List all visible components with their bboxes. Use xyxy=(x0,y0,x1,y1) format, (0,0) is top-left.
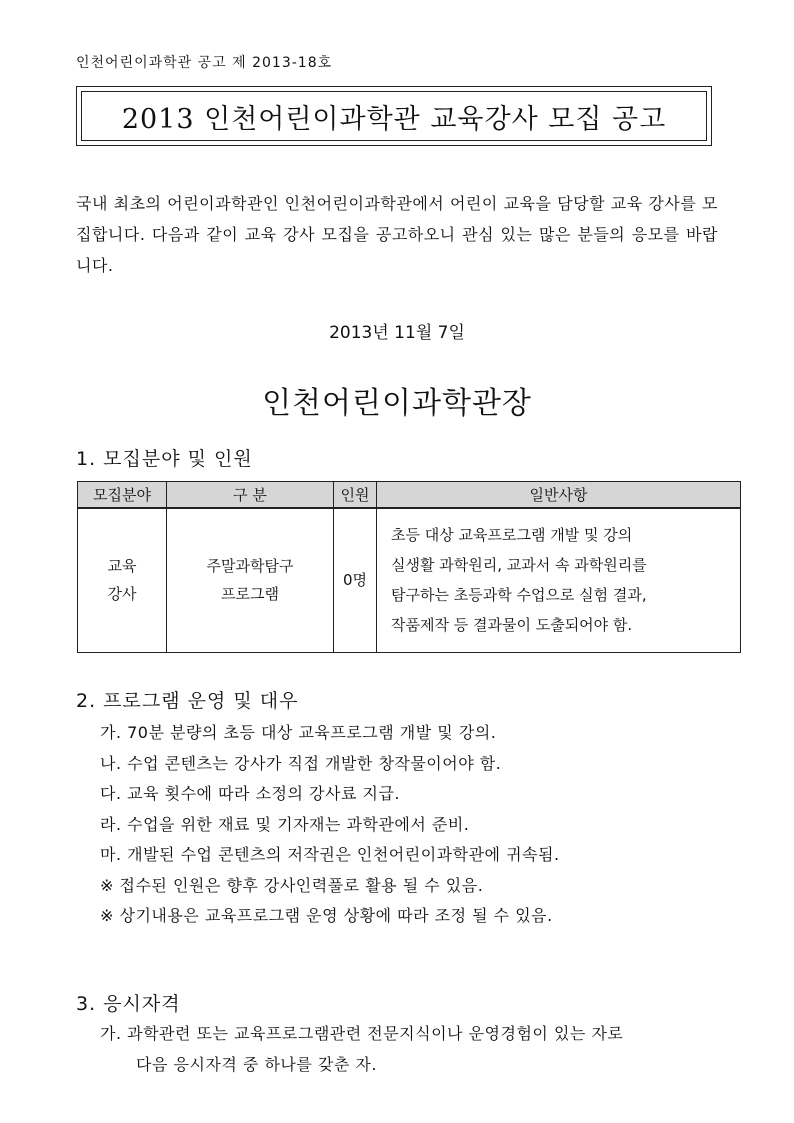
list-item: 마. 개발된 수업 콘텐츠의 저작권은 인천어린이과학관에 귀속됨. xyxy=(100,845,560,864)
cell-division-line: 프로그램 xyxy=(221,585,279,604)
section1-title: 1. 모집분야 및 인원 xyxy=(76,448,253,470)
general-line: 작품제작 등 결과물이 도출되어야 함. xyxy=(391,616,633,635)
general-line: 초등 대상 교육프로그램 개발 및 강의 xyxy=(391,526,633,545)
issuer-signature: 인천어린이과학관장 xyxy=(262,386,532,421)
section3-list xyxy=(100,1019,740,1080)
title-frame xyxy=(76,86,712,146)
cell-field-line: 강사 xyxy=(107,585,137,604)
general-line: 탐구하는 초등과학 수업으로 실험 결과, xyxy=(391,586,647,605)
section2-title: 2. 프로그램 운영 및 대우 xyxy=(76,690,299,712)
cell-field-line: 교육 xyxy=(107,557,137,576)
general-line: 실생활 과학원리, 교과서 속 과학원리를 xyxy=(391,556,647,575)
cell-general xyxy=(377,508,741,652)
list-item: 다. 교육 횟수에 따라 소정의 강사료 지급. xyxy=(100,784,400,803)
list-item: 라. 수업을 위한 재료 및 기자재는 과학관에서 준비. xyxy=(100,814,470,834)
recruitment-table xyxy=(77,481,741,653)
cell-division xyxy=(167,508,334,652)
list-item: 가. 과학관련 또는 교육프로그램관련 전문지식이나 운영경험이 있는 자로 xyxy=(100,1024,624,1043)
note-item: ※ 상기내용은 교육프로그램 운영 상황에 따라 조정 될 수 있음. xyxy=(100,906,553,925)
header-division: 구 분 xyxy=(167,482,334,509)
notice-number: 인천어린이과학관 공고 제 2013-18호 xyxy=(76,55,333,71)
header-count: 인원 xyxy=(334,482,377,509)
cell-count: 0명 xyxy=(334,508,377,652)
note-item: ※ 접수된 인원은 향후 강사인력풀로 활용 될 수 있음. xyxy=(100,875,484,895)
table-header-row xyxy=(78,482,741,509)
cell-field xyxy=(78,508,167,652)
list-item-continuation: 다음 응시자격 중 하나를 갖춘 자. xyxy=(136,1054,377,1074)
header-field: 모집분야 xyxy=(78,482,167,509)
list-item: 나. 수업 콘텐츠는 강사가 직접 개발한 창작물이어야 함. xyxy=(100,753,502,773)
section2-list xyxy=(100,718,740,932)
table-row xyxy=(78,508,741,652)
announcement-date: 2013년 11월 7일 xyxy=(329,323,465,343)
cell-division-line: 주말과학탐구 xyxy=(206,557,294,576)
header-general: 일반사항 xyxy=(377,482,741,509)
intro-paragraph: 국내 최초의 어린이과학관인 인천어린이과학관에서 어린이 교육을 담당할 교육 강사를 모집합니다. 다음과 같이 교육 강사 모집을 공고하오니 관심 있는 많은 분들의 응모를 바랍니다. xyxy=(76,194,718,275)
document-title: 2013 인천어린이과학관 교육강사 모집 공고 xyxy=(81,91,707,141)
list-item: 가. 70분 분량의 초등 대상 교육프로그램 개발 및 강의. xyxy=(100,723,497,742)
section3-title: 3. 응시자격 xyxy=(76,993,181,1015)
